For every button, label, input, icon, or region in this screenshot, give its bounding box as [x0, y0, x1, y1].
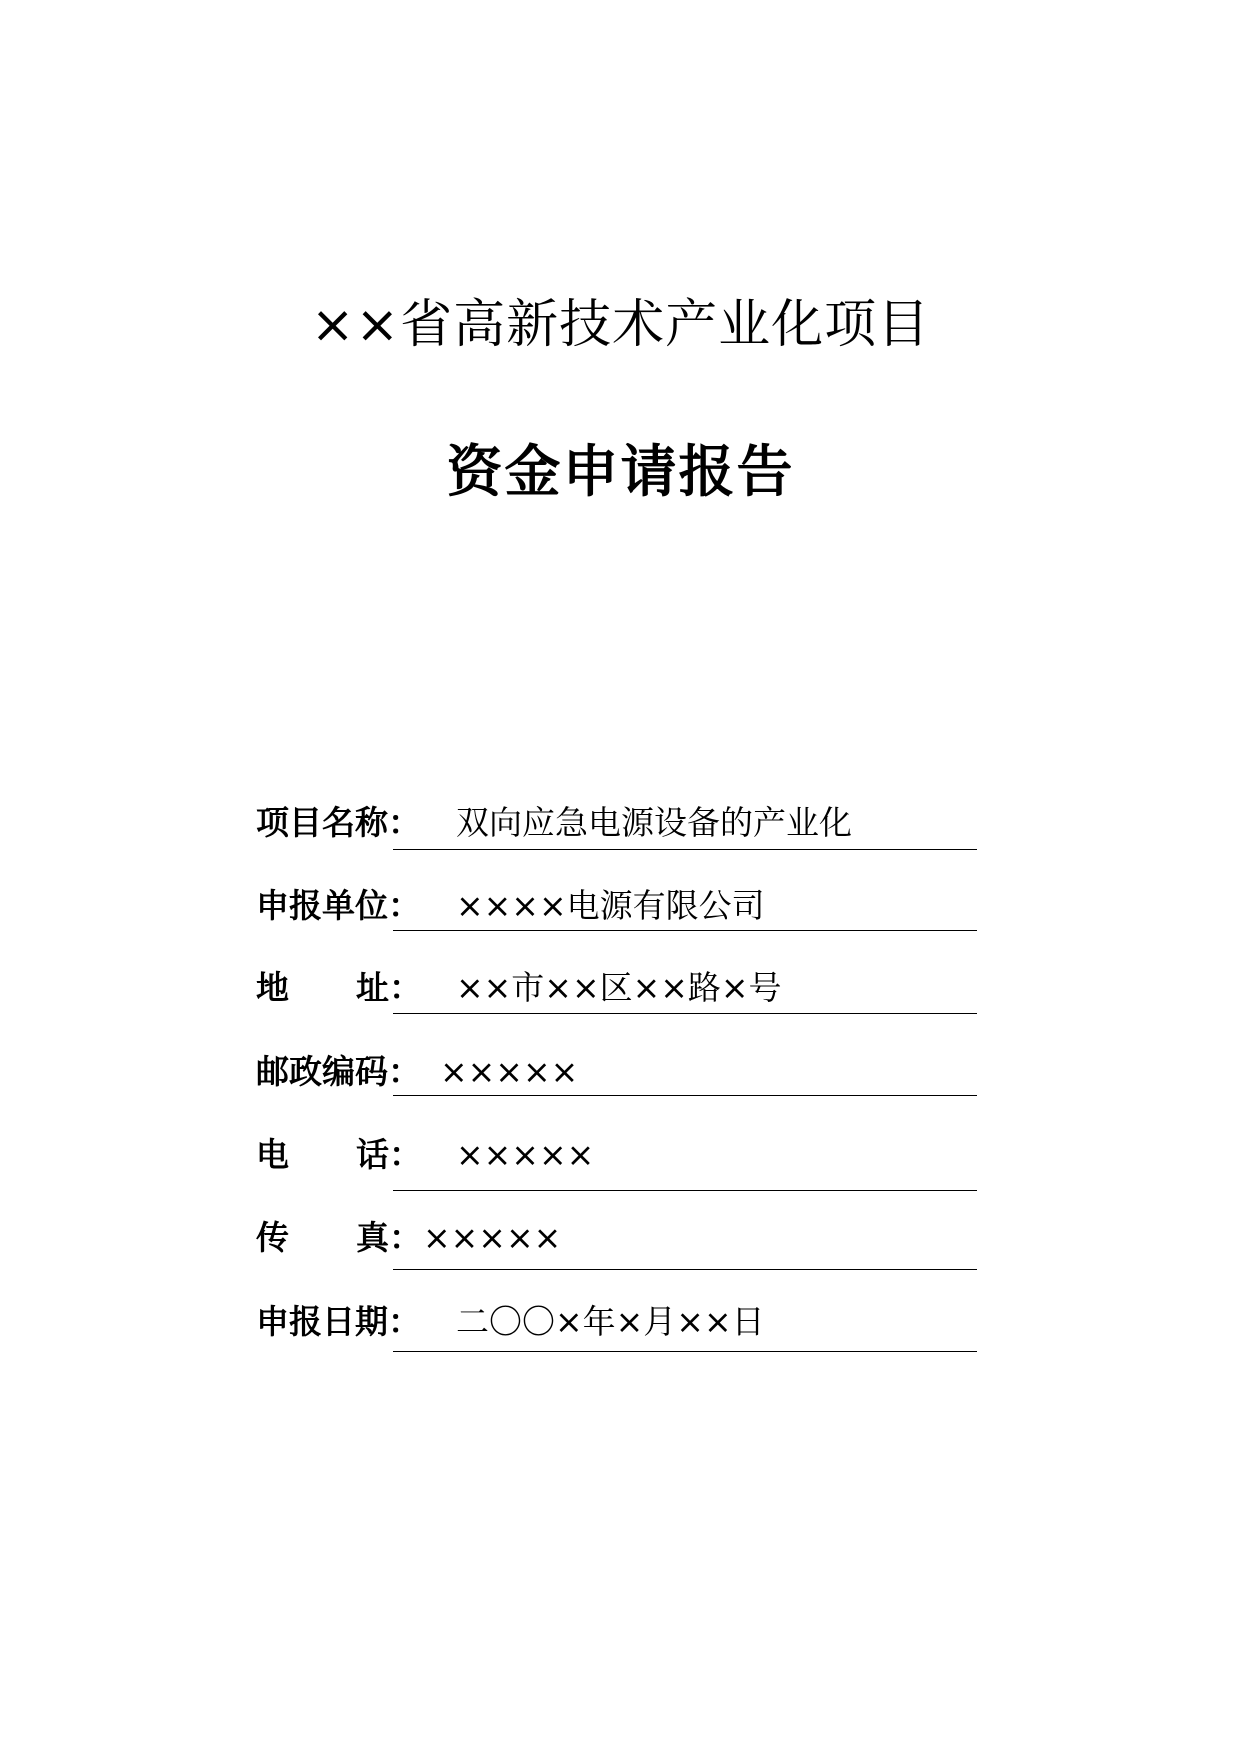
fax-value: ×××××	[423, 1218, 562, 1257]
address-label-second: 址：	[356, 968, 422, 1007]
project-name-underline	[393, 849, 977, 850]
telephone-label	[256, 1135, 422, 1175]
applicant-unit-label-text: 申报单位	[256, 886, 388, 925]
applicant-unit-value: ××××电源有限公司	[456, 886, 765, 925]
document-subtitle: 资金申请报告	[446, 440, 795, 505]
address-label	[256, 968, 422, 1008]
telephone-label-first: 电	[256, 1135, 289, 1174]
telephone-value: ×××××	[456, 1135, 595, 1174]
applicant-unit-label	[256, 886, 421, 926]
telephone-underline	[393, 1190, 977, 1191]
fax-underline	[393, 1269, 977, 1270]
address-label-first: 地	[256, 968, 289, 1007]
postal-code-label: 邮政编码：	[256, 1052, 421, 1091]
postal-code-value: ×××××	[440, 1052, 579, 1091]
project-name-value: 双向应急电源设备的产业化	[456, 803, 852, 842]
address-value: ××市××区××路×号	[456, 968, 782, 1007]
fax-label-first: 传	[256, 1218, 289, 1257]
address-underline	[393, 1013, 977, 1014]
postal-code-underline	[393, 1095, 977, 1096]
application-date-underline	[393, 1351, 977, 1352]
applicant-unit-underline	[393, 930, 977, 931]
application-date-label: 申报日期：	[256, 1302, 421, 1341]
application-date-value: 二〇〇×年×月××日	[456, 1302, 765, 1341]
applicant-unit-label-colon: ：	[388, 886, 421, 925]
document-title: ××省高新技术产业化项目	[310, 295, 931, 355]
fax-label	[256, 1218, 422, 1258]
project-name-label: 项目名称：	[256, 803, 421, 842]
fax-label-second: 真：	[356, 1218, 422, 1257]
telephone-label-second: 话：	[356, 1135, 422, 1174]
